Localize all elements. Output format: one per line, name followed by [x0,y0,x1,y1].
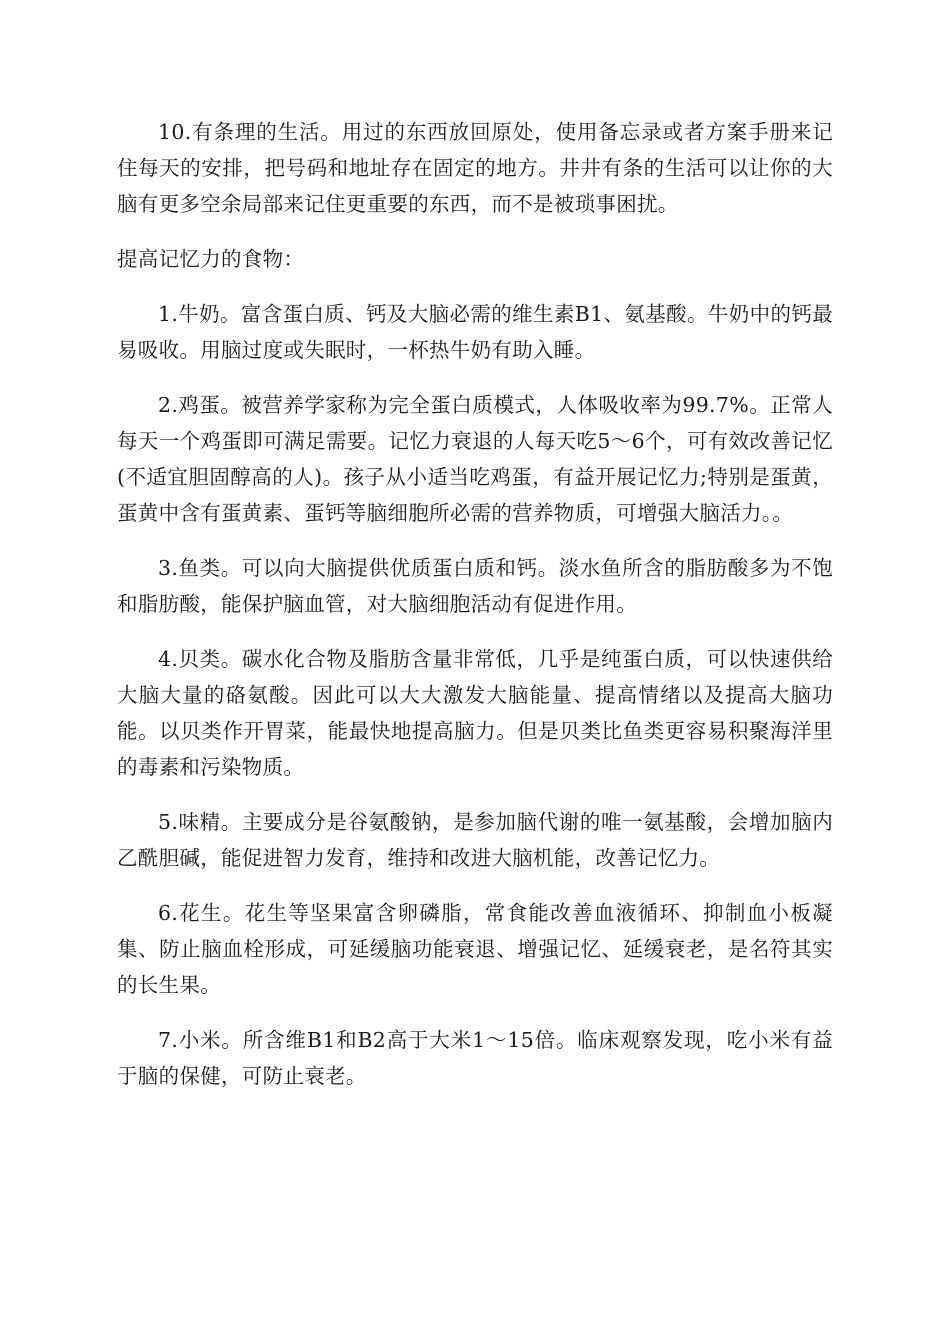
paragraph-peanut: 6.花生。花生等坚果富含卵磷脂，常食能改善血液循环、抑制血小板凝集、防止脑血栓形成，可延缓脑功能衰退、增强记忆、延缓衰老，是名符其实的长生果。 [117,901,833,997]
paragraph-fish: 3.鱼类。可以向大脑提供优质蛋白质和钙。淡水鱼所含的脂肪酸多为不饱和脂肪酸，能保护脑血管，对大脑细胞活动有促进作用。 [117,556,833,616]
paragraph-millet: 7.小米。所含维B1和B2高于大米1～15倍。临床观察发现，吃小米有益于脑的保健，可防止衰老。 [117,1028,833,1088]
paragraph-gap [117,531,833,550]
paragraph-gap [117,222,833,241]
paragraph-gap [117,277,833,296]
paragraph-eggs: 2.鸡蛋。被营养学家称为完全蛋白质模式，人体吸收率为99.7%。正常人每天一个鸡蛋即可满足需要。记忆力衰退的人每天吃5～6个，可有效改善记忆(不适宜胆固醇高的人)。孩子从小适当吃鸡蛋，有益开展记忆力;特别是蛋黄，蛋黄中含有蛋黄素、蛋钙等脑细胞所必需的营养物质，可增强大脑活力。。 [117,393,833,525]
paragraph-gap [117,1003,833,1022]
paragraph-organized-life: 10.有条理的生活。用过的东西放回原处，使用备忘录或者方案手册来记住每天的安排，把号码和地址存在固定的地方。井井有条的生活可以让你的大脑有更多空余局部来记住更重要的东西，而不是被琐事困扰。 [117,120,833,216]
document-page [117,114,833,1094]
paragraph-gap [117,876,833,895]
paragraph-milk: 1.牛奶。富含蛋白质、钙及大脑必需的维生素B1、氨基酸。牛奶中的钙最易吸收。用脑过度或失眠时，一杯热牛奶有助入睡。 [117,302,833,362]
paragraph-msg: 5.味精。主要成分是谷氨酸钠，是参加脑代谢的唯一氨基酸，会增加脑内乙酰胆碱，能促进智力发育，维持和改进大脑机能，改善记忆力。 [117,810,833,870]
paragraph-shellfish: 4.贝类。碳水化合物及脂肪含量非常低，几乎是纯蛋白质，可以快速供给大脑大量的硌氨酸。因此可以大大激发大脑能量、提高情绪以及提高大脑功能。以贝类作开胃菜，能最快地提高脑力。但是贝类比鱼类更容易积聚海洋里的毒素和污染物质。 [117,647,833,779]
paragraph-gap [117,368,833,387]
paragraph-gap [117,622,833,641]
section-heading-memory-foods: 提高记忆力的食物： [117,247,305,271]
paragraph-gap [117,785,833,804]
